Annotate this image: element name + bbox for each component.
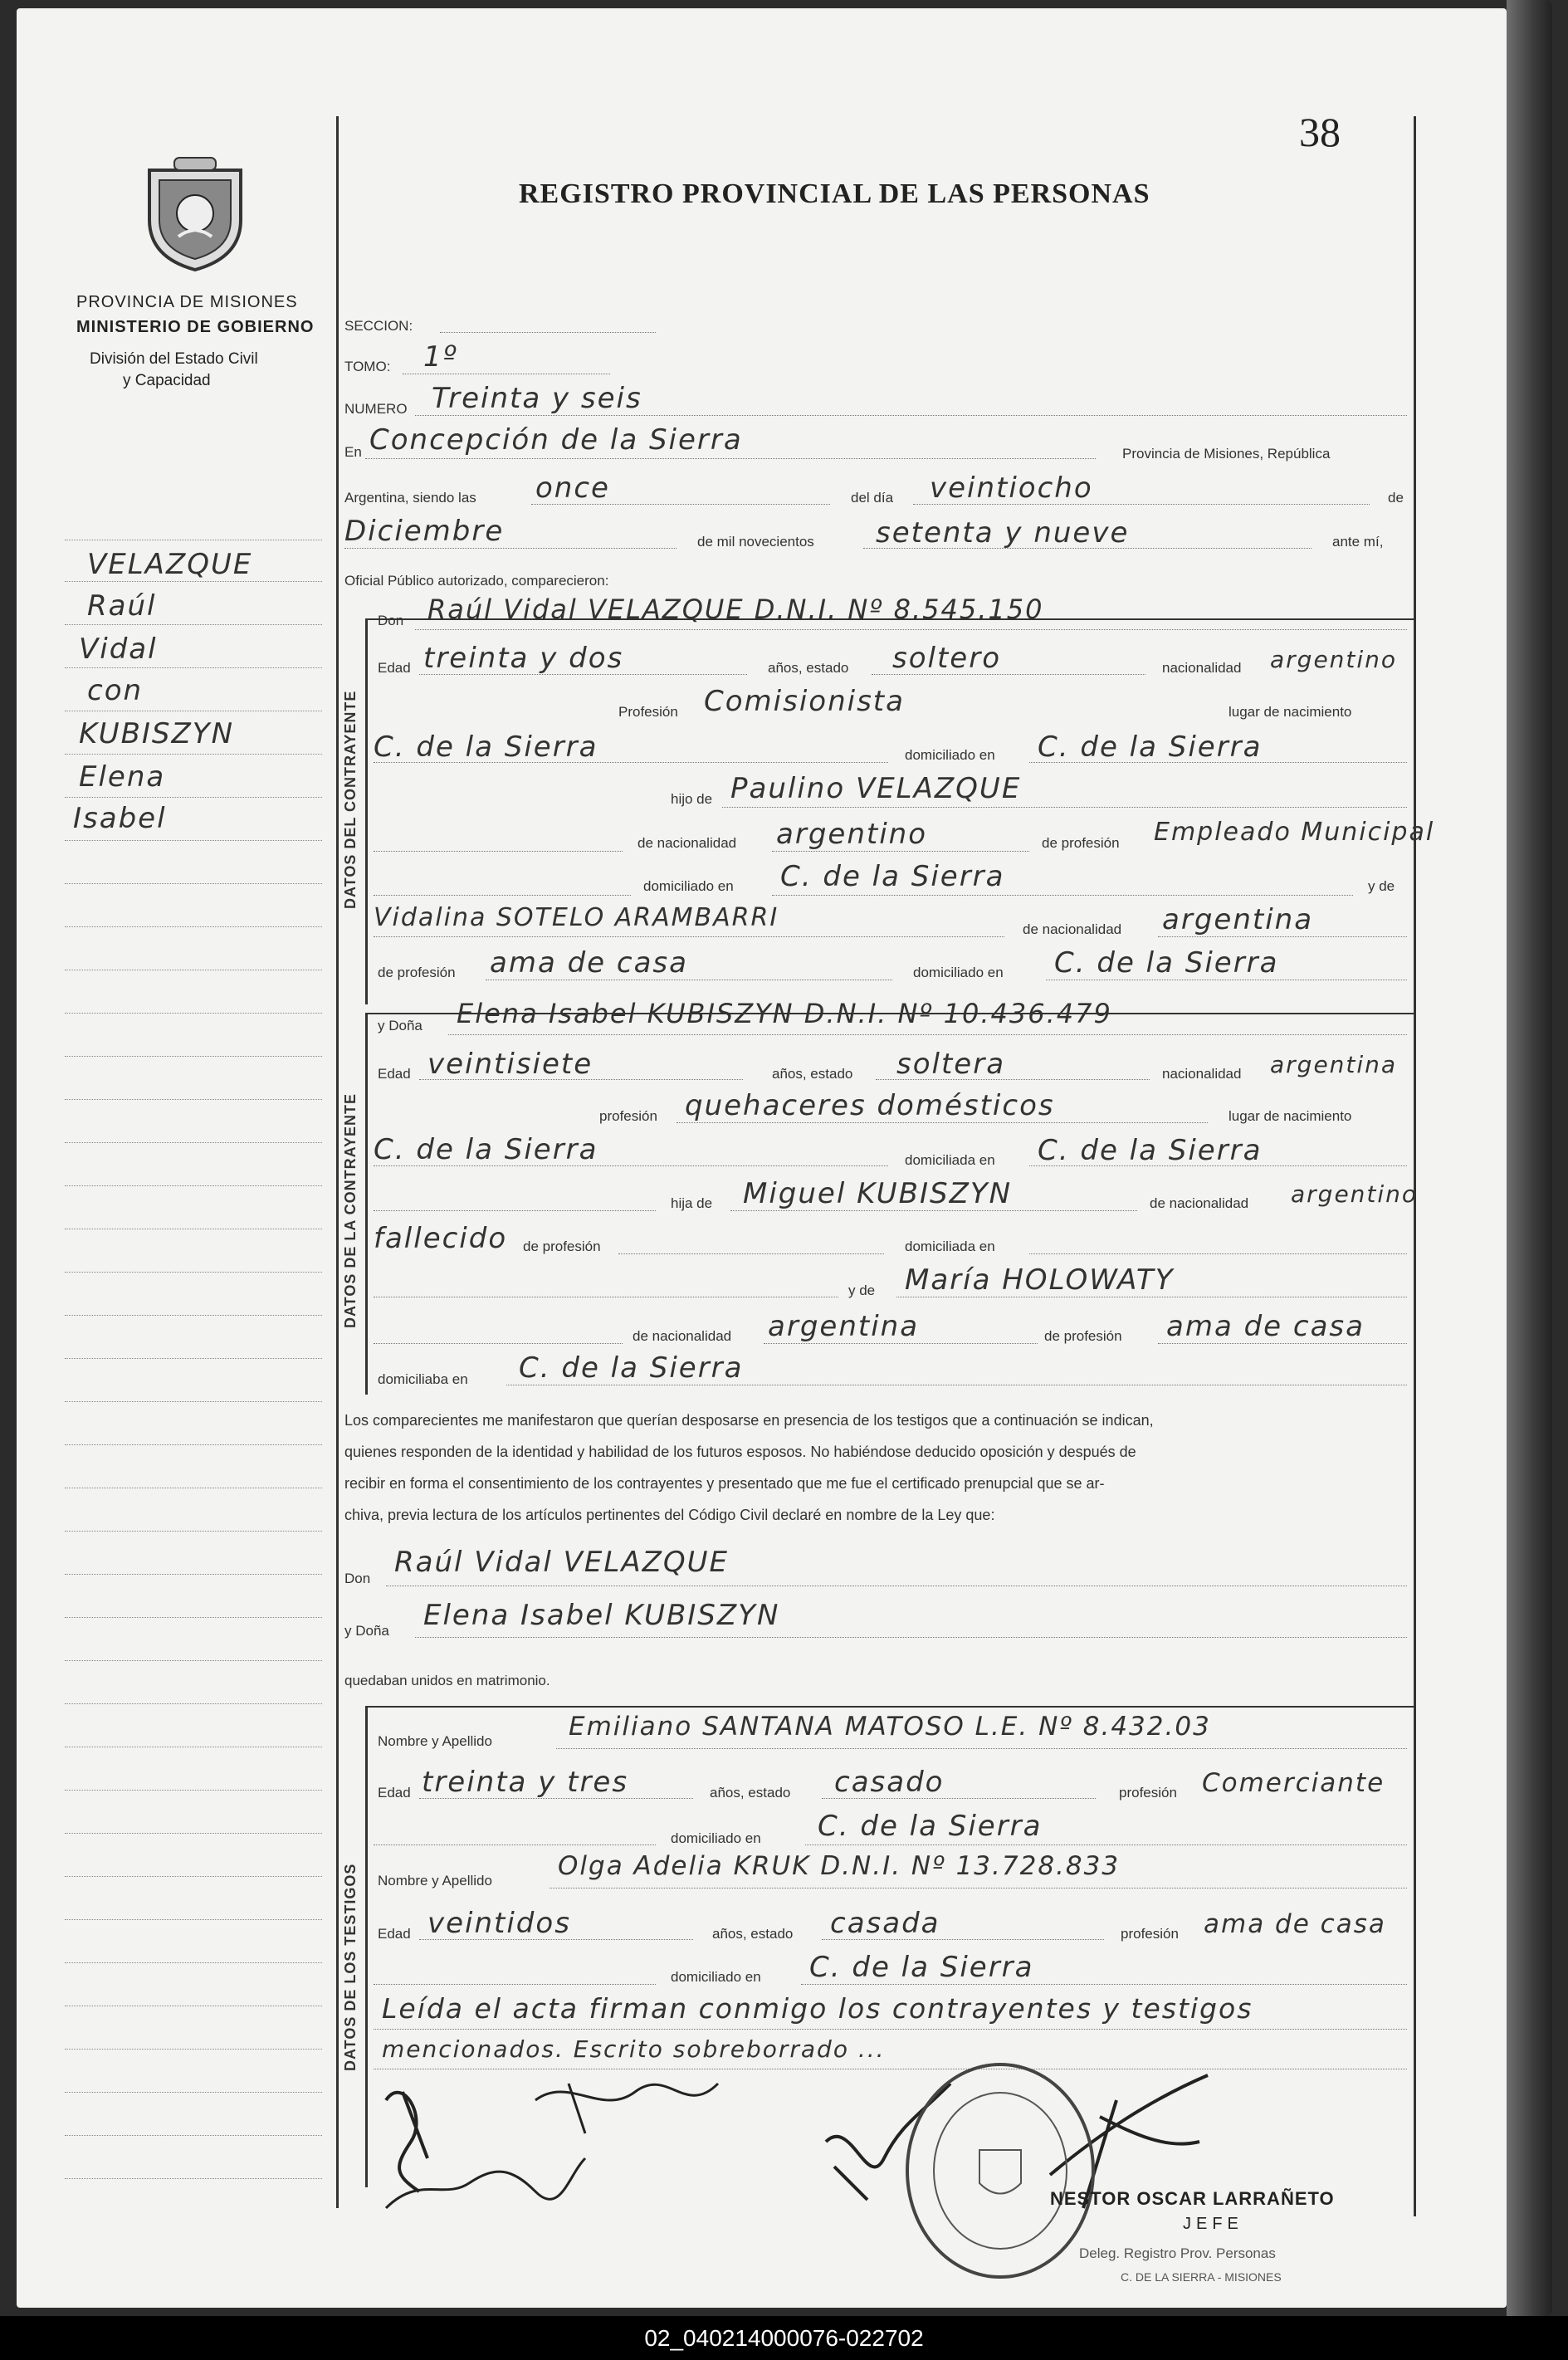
w1-status: casado [834,1766,945,1799]
bride-domicile: C. de la Sierra [1038,1134,1263,1167]
bride-side-label: DATOS DE LA CONTRAYENTE [342,1092,359,1328]
bride-father-dom-line [1029,1253,1407,1254]
w1-status-line [822,1798,1096,1799]
margin-line [65,883,322,884]
bride-anos-estado: años, estado [772,1066,853,1082]
groom-mother-nat-line [1158,936,1407,937]
w2-status: casada [830,1907,940,1940]
margin-line [65,2135,322,2136]
w2-name-label: Nombre y Apellido [378,1873,492,1888]
bride-profession: quehaceres domésticos [685,1089,1055,1122]
bride-status: soltera [896,1048,1006,1081]
seccion-label: SECCION: [344,318,413,334]
margin-line [65,1013,322,1014]
bride-birthplace: C. de la Sierra [374,1133,598,1166]
groom-box-rule [365,618,368,1004]
w1-age: treinta y tres [422,1766,629,1799]
groom-name: Raúl Vidal VELAZQUE D.N.I. Nº 8.545.150 [427,594,1044,625]
bride-hija-label: hija de [671,1195,713,1211]
margin-line [65,1358,322,1359]
bride-father-dom-label: domiciliada en [905,1239,995,1254]
w2-domicile-line [801,1984,1407,1985]
groom-anos-estado: años, estado [768,660,849,676]
margin-line [65,1272,322,1273]
bride-father: Miguel KUBISZYN [743,1177,1013,1210]
groom-mother-dom-label: domiciliado en [913,965,1004,980]
province-text: Provincia de Misiones, República [1122,446,1331,462]
w2-blank-line [374,1984,656,1985]
division-label-1: División del Estado Civil [90,350,258,368]
bride-age-line [419,1079,743,1080]
bride-nationality: argentina [1270,1051,1398,1078]
groom-mother-prof-label: de profesión [378,965,456,980]
bride-name: Elena Isabel KUBISZYN D.N.I. Nº 10.436.479 [457,998,1112,1029]
groom-status: soltero [892,642,1001,675]
w1-estado-label: años, estado [710,1785,791,1801]
groom-nacionalidad-label: nacionalidad [1162,660,1242,676]
margin-line [65,1315,322,1316]
place-value: Concepción de la Sierra [369,423,743,457]
groom-birthplace-line [374,762,888,763]
bride-edad-label: Edad [378,1066,411,1082]
margin-line [65,1444,322,1445]
groom-profesion-label: Profesión [618,704,678,720]
day-value: veintiocho [930,472,1093,505]
bride-mother-nat-line [764,1343,1038,1344]
bride-father-nat-label: de nacionalidad [1150,1195,1249,1211]
bride-domiciliada-label: domiciliada en [905,1152,995,1168]
groom-father-line [722,807,1407,808]
groom-lugar-label: lugar de nacimiento [1229,704,1352,720]
declaration-line: recibir en forma el consentimiento de los contrayentes y presentado que me fue el certificado prenupcial que se ar- [344,1475,1105,1492]
w1-name-line [556,1748,1407,1749]
margin-line [65,1401,322,1402]
groom-domicile-line [1029,762,1407,763]
groom-profession: Comisionista [704,685,905,718]
groom-don-label: Don [378,613,404,628]
place-line [365,458,1096,459]
bride-mother-profession: ama de casa [1166,1310,1365,1343]
w1-age-line [419,1798,693,1799]
margin-line [65,667,322,668]
closing-note-line: mencionados. Escrito sobreborrado ... [382,2035,886,2063]
bride-box-rule [365,1013,368,1395]
bride-domiciliaba-label: domiciliaba en [378,1371,468,1387]
groom-edad-label: Edad [378,660,411,676]
official-title: JEFE [1183,2215,1243,2233]
margin-note-line: Isabel [73,802,167,835]
margin-line [65,1056,322,1057]
year-value: setenta y nueve [876,516,1130,550]
provincial-seal-icon [141,154,249,274]
argentina-text: Argentina, siendo las [344,490,476,506]
oficial-text: Oficial Público autorizado, comparecieron: [344,573,609,589]
margin-line [65,1660,322,1661]
bride-age: veintisiete [427,1048,593,1081]
margin-line [65,1185,322,1186]
w1-edad-label: Edad [378,1785,411,1801]
w2-name: Olga Adelia KRUK D.N.I. Nº 13.728.833 [558,1851,1121,1881]
day-line [913,504,1370,505]
tomo-label: TOMO: [344,359,391,374]
bride-blank-line-3 [374,1343,623,1344]
en-label: En [344,444,362,460]
office-line-1: Deleg. Registro Prov. Personas [1079,2245,1276,2261]
margin-line [65,926,322,927]
groom-status-line [872,674,1145,675]
w1-profession: Comerciante [1202,1768,1385,1798]
bride-y-de-label: y de [848,1283,876,1298]
w2-estado-label: años, estado [712,1926,794,1942]
declaration-bride-name: Elena Isabel KUBISZYN [423,1599,780,1632]
margin-note-line: KUBISZYN [79,717,235,750]
margin-line [65,581,322,582]
main-right-rule [1414,116,1416,2216]
del-dia-label: del día [851,490,894,506]
groom-father-nat-label: de nacionalidad [637,835,737,851]
bride-dona-label: y Doña [378,1018,423,1033]
w2-dom-label: domiciliado en [671,1969,761,1985]
bride-father-status: fallecido [374,1222,508,1255]
groom-father-nationality: argentino [776,818,927,851]
ante-mi-label: ante mí, [1332,534,1384,550]
groom-mother: Vidalina SOTELO ARAMBARRI [374,903,779,932]
ministry-label: MINISTERIO DE GOBIERNO [76,318,315,336]
w1-dom-label: domiciliado en [671,1830,761,1846]
groom-father: Paulino VELAZQUE [730,772,1022,805]
groom-father-dom-label: domiciliado en [643,878,734,894]
page-number: 38 [1299,109,1341,155]
margin-line [65,1876,322,1877]
declaration-text [344,1405,1407,1531]
margin-note-line: Raúl [87,589,157,623]
groom-mother-nat-label: de nacionalidad [1023,921,1122,937]
w2-prof-label: profesión [1121,1926,1179,1942]
margin-line [65,1790,322,1791]
book-spine [1507,0,1552,2316]
w1-domicile: C. de la Sierra [818,1810,1043,1843]
groom-father-prof-label: de profesión [1042,835,1120,851]
margin-line [65,1703,322,1704]
groom-father-dom-line [772,895,1353,896]
division-label-2: y Capacidad [123,372,211,389]
w2-age-line [419,1939,693,1940]
bride-birthplace-line [374,1165,888,1166]
w1-name-label: Nombre y Apellido [378,1733,492,1749]
margin-line [65,1099,322,1100]
declaration-bride-line [415,1637,1407,1638]
groom-birthplace: C. de la Sierra [374,730,598,764]
image-id-footer: 02_040214000076-022702 [0,2316,1568,2360]
groom-name-line [415,629,1407,630]
groom-mother-domicile: C. de la Sierra [1054,946,1279,980]
margin-line [65,840,322,841]
bride-mother-nat-label: de nacionalidad [633,1328,732,1344]
groom-nationality: argentino [1270,646,1398,673]
margin-line [65,2049,322,2050]
bride-mother-domicile: C. de la Sierra [519,1351,744,1385]
groom-age: treinta y dos [423,642,624,675]
bride-father-prof-label: de profesión [523,1239,601,1254]
bride-lugar-label: lugar de nacimiento [1229,1108,1352,1124]
official-stamp-icon [901,2059,1100,2283]
closing-note-line-rule [374,2029,1407,2030]
margin-line [65,1833,322,1834]
witnesses-side-label: DATOS DE LOS TESTIGOS [342,1863,359,2071]
margin-line [65,754,322,755]
tomo-value: 1º [423,340,458,374]
bride-father-nationality: argentino [1291,1180,1419,1208]
bride-father-prof-line [618,1253,884,1254]
bride-mother-prof-line [1158,1343,1407,1344]
bride-profesion-label: profesión [599,1108,657,1124]
closing-note-line: Leída el acta firman conmigo los contrayentes y testigos [382,1992,1253,2025]
w1-name: Emiliano SANTANA MATOSO L.E. Nº 8.432.03 [569,1712,1211,1742]
declaration-line: Los comparecientes me manifestaron que querían desposarse en presencia de los testigos que a continuación se indican, [344,1412,1154,1429]
bride-status-line [876,1079,1150,1080]
groom-domicile: C. de la Sierra [1038,730,1263,764]
margin-line [65,1962,322,1963]
seccion-line [440,332,656,333]
margin-note-line: VELAZQUE [87,548,253,581]
margin-line [65,1574,322,1575]
bride-blank-line [374,1210,656,1211]
w2-status-line [822,1939,1104,1940]
bride-name-line [448,1034,1407,1035]
declaration-don-label: Don [344,1571,371,1586]
bride-mother-prof-label: de profesión [1044,1328,1122,1344]
margin-line [65,1617,322,1618]
w2-domicile: C. de la Sierra [809,1951,1034,1984]
margin-line [65,2092,322,2093]
month-line [344,548,677,549]
hour-line [531,504,830,505]
numero-label: NUMERO [344,401,408,417]
witness-box-top [365,1706,1414,1708]
bride-father-line [730,1210,1137,1211]
province-label: PROVINCIA DE MISIONES [76,293,298,311]
declaration-closing: quedaban unidos en matrimonio. [344,1673,550,1688]
official-name: NESTOR OSCAR LARRAÑETO [1050,2188,1335,2209]
numero-value: Treinta y seis [432,382,642,415]
groom-hijo-label: hijo de [671,791,713,807]
bride-profession-line [677,1122,1208,1123]
bride-mother-nationality: argentina [768,1310,920,1343]
numero-line [415,415,1407,416]
declaration-line: quienes responden de la identidad y habilidad de los futuros esposos. No habiéndose deducido oposición y después de [344,1444,1136,1460]
margin-note-line: Elena [79,760,166,794]
office-line-2: C. DE LA SIERRA - MISIONES [1121,2270,1282,2284]
bride-mother: María HOLOWATY [905,1263,1175,1297]
groom-mother-nationality: argentina [1162,903,1314,936]
month-value: Diciembre [344,515,505,548]
margin-line [65,797,322,798]
w2-profession: ama de casa [1204,1909,1386,1939]
groom-father-profession: Empleado Municipal [1154,818,1435,847]
margin-line [65,1531,322,1532]
groom-mother-profession: ama de casa [490,946,688,980]
year-line [863,548,1312,549]
main-left-rule [336,116,339,2208]
bride-domicile-line [1029,1165,1407,1166]
w1-prof-label: profesión [1119,1785,1177,1801]
de-label: de [1388,490,1404,506]
groom-father-nat-line [772,851,1029,852]
declaration-line: chiva, previa lectura de los artículos pertinentes del Código Civil declaré en nombre de la Ley que: [344,1507,995,1523]
w2-age: veintidos [427,1907,571,1940]
groom-mother-line [374,936,1004,937]
margin-note-line: Vidal [79,633,158,666]
margin-note-line: con [87,674,144,707]
year-label: de mil novecientos [697,534,814,550]
groom-domiciliado-label: domiciliado en [905,747,995,763]
groom-y-de-label: y de [1368,878,1395,894]
declaration-groom-name: Raúl Vidal VELAZQUE [394,1546,730,1579]
margin-line [65,1142,322,1143]
bride-nacionalidad-label: nacionalidad [1162,1066,1242,1082]
groom-age-line [419,674,747,675]
margin-line [65,2178,322,2179]
groom-side-label: DATOS DEL CONTRAYENTE [342,690,359,909]
groom-blank-line [374,851,623,852]
w2-edad-label: Edad [378,1926,411,1942]
hour-value: once [535,472,610,505]
groom-blank-line-2 [374,895,631,896]
margin-line [65,624,322,625]
witness-box-rule [365,1706,368,2187]
declaration-dona-label: y Doña [344,1623,389,1639]
margin-line [65,1919,322,1920]
groom-father-domicile: C. de la Sierra [780,860,1005,893]
registry-title: REGISTRO PROVINCIAL DE LAS PERSONAS [519,178,1150,209]
